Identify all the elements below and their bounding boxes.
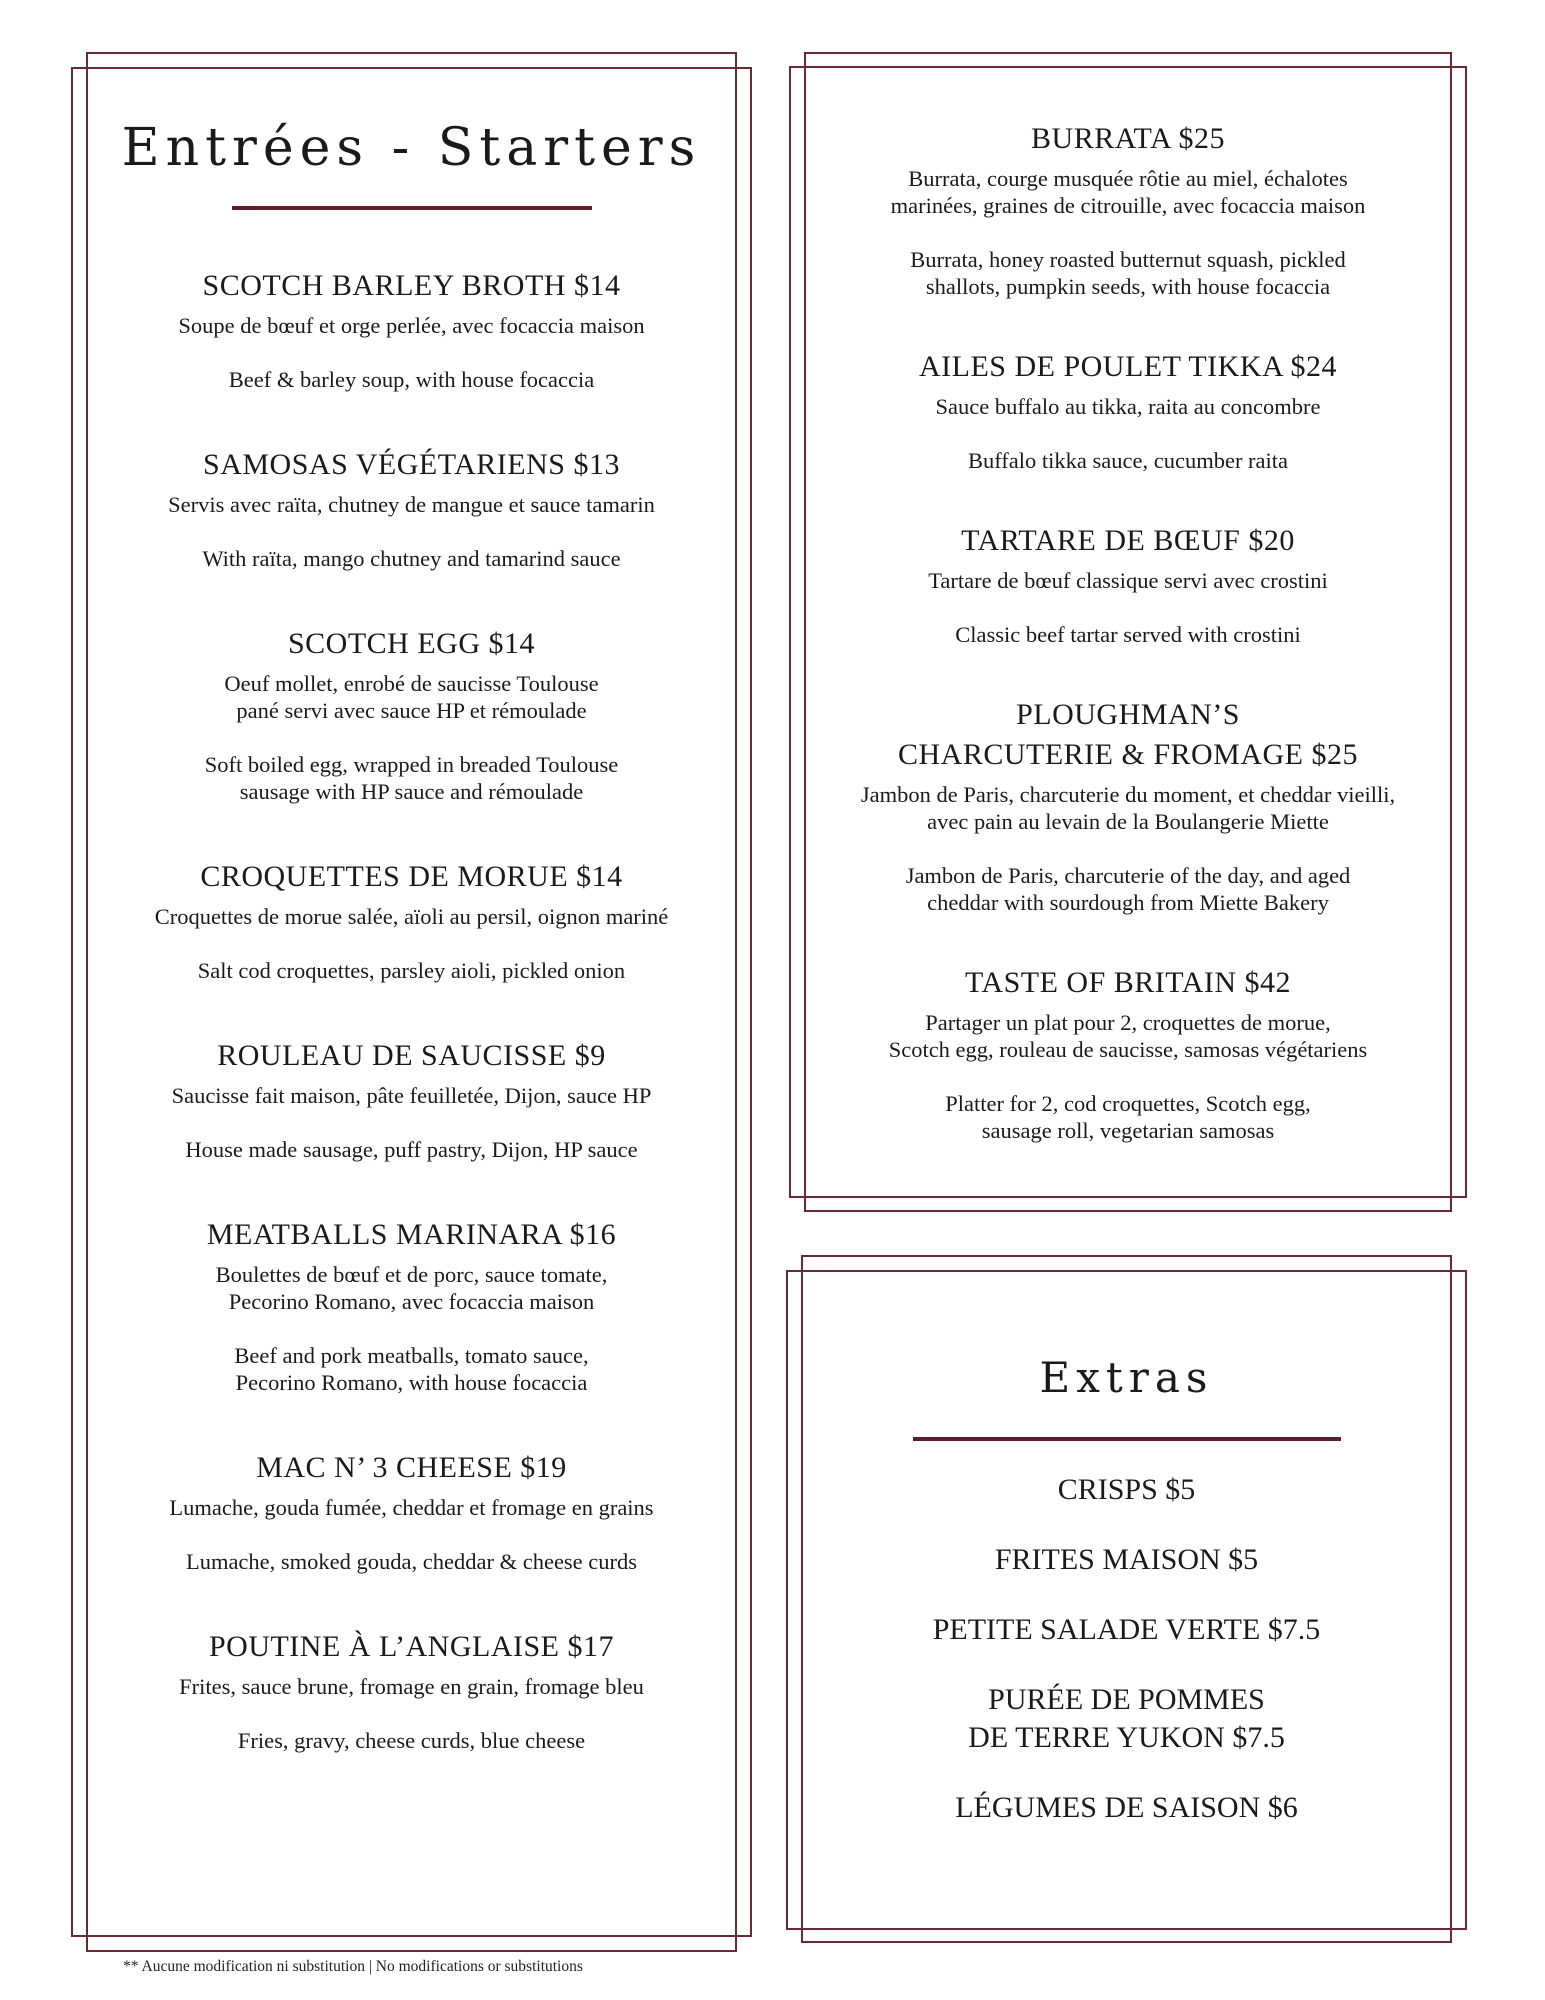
menu-item-name: AILES DE POULET TIKKA $24 bbox=[918, 350, 1338, 383]
menu-item-name: TASTE OF BRITAIN $42 bbox=[964, 966, 1292, 999]
starters-panel bbox=[86, 112, 737, 1754]
menu-item-desc-fr: Soupe de bœuf et orge perlée, avec focaccia maison bbox=[178, 313, 645, 338]
footer-note: ** Aucune modification ni substitution | No modifications or substitutions bbox=[123, 1958, 583, 1975]
menu-item-desc-en: Classic beef tartar served with crostini bbox=[955, 622, 1301, 647]
menu-item bbox=[86, 1627, 737, 1754]
menu-item-desc-en: Jambon de Paris, charcuterie of the day, and aged cheddar with sourdough from Miette Bakery bbox=[905, 863, 1351, 915]
menu-item-name: ROULEAU DE SAUCISSE $9 bbox=[217, 1039, 606, 1072]
menu-item-desc-fr: Burrata, courge musquée rôtie au miel, échalotes marinées, graines de citrouille, avec focaccia maison bbox=[890, 166, 1366, 218]
menu-item-name: BURRATA $25 bbox=[1031, 122, 1225, 155]
menu-item-desc-en: Beef & barley soup, with house focaccia bbox=[228, 367, 595, 392]
menu-item-desc-en: Salt cod croquettes, parsley aioli, pickled onion bbox=[197, 958, 626, 983]
menu-item-desc-fr: Tartare de bœuf classique servi avec crostini bbox=[928, 568, 1328, 593]
starters-title-rule bbox=[232, 206, 592, 210]
menu-item-name: SCOTCH BARLEY BROTH $14 bbox=[202, 269, 621, 302]
starters-title: Entrées - Starters bbox=[121, 118, 702, 178]
extras-title: Extras bbox=[1039, 1353, 1214, 1402]
starters-list bbox=[86, 266, 737, 1754]
extra-item: PETITE SALADE VERTE $7.5 bbox=[932, 1613, 1321, 1646]
menu-item-name: SCOTCH EGG $14 bbox=[287, 627, 535, 660]
menu-item-desc-en: House made sausage, puff pastry, Dijon, HP sauce bbox=[185, 1137, 638, 1162]
menu-item bbox=[86, 624, 737, 805]
menu-item-desc-en: Buffalo tikka sauce, cucumber raita bbox=[967, 448, 1289, 473]
menu-item bbox=[789, 521, 1467, 648]
menu-item bbox=[86, 445, 737, 572]
extras-list bbox=[801, 1471, 1452, 1827]
menu-item-name: TARTARE DE BŒUF $20 bbox=[961, 524, 1295, 557]
menu-item bbox=[86, 266, 737, 393]
menu-item-desc-fr: Saucisse fait maison, pâte feuilletée, Dijon, sauce HP bbox=[171, 1083, 652, 1108]
menu-item bbox=[789, 963, 1467, 1144]
menu-item-desc-en: Lumache, smoked gouda, cheddar & cheese curds bbox=[185, 1549, 638, 1574]
menu-item-name: SAMOSAS VÉGÉTARIENS $13 bbox=[203, 448, 620, 481]
menu-item-desc-en: Burrata, honey roasted butternut squash, pickled shallots, pumpkin seeds, with house focaccia bbox=[910, 247, 1346, 299]
menu-item-name: PLOUGHMAN’S CHARCUTERIE & FROMAGE $25 bbox=[897, 698, 1359, 771]
menu-item-desc-fr: Lumache, gouda fumée, cheddar et fromage en grains bbox=[169, 1495, 654, 1520]
menu-item bbox=[86, 1215, 737, 1396]
extra-item: CRISPS $5 bbox=[1057, 1473, 1196, 1506]
menu-item-desc-fr: Jambon de Paris, charcuterie du moment, et cheddar vieilli, avec pain au levain de la Boulangerie Miette bbox=[860, 782, 1396, 834]
menu-item-desc-en: Beef and pork meatballs, tomato sauce, Pecorino Romano, with house focaccia bbox=[234, 1343, 589, 1395]
menu-item bbox=[789, 695, 1467, 916]
menu-item-desc-fr: Sauce buffalo au tikka, raita au concombre bbox=[935, 394, 1321, 419]
extras-title-rule bbox=[913, 1437, 1341, 1441]
menu-item-name: CROQUETTES DE MORUE $14 bbox=[200, 860, 623, 893]
menu-item-desc-en: Fries, gravy, cheese curds, blue cheese bbox=[237, 1728, 586, 1753]
menu-item-name: POUTINE À L’ANGLAISE $17 bbox=[208, 1630, 615, 1663]
menu-item-desc-fr: Boulettes de bœuf et de porc, sauce tomate, Pecorino Romano, avec focaccia maison bbox=[215, 1262, 608, 1314]
menu-item-desc-fr: Servis avec raïta, chutney de mangue et sauce tamarin bbox=[168, 492, 655, 517]
menu-item bbox=[86, 857, 737, 984]
menu-item-desc-fr: Partager un plat pour 2, croquettes de morue, Scotch egg, rouleau de saucisse, samosas végétariens bbox=[888, 1010, 1368, 1062]
menu-item bbox=[789, 119, 1467, 300]
menu-item bbox=[86, 1036, 737, 1163]
extra-item: LÉGUMES DE SAISON $6 bbox=[955, 1791, 1298, 1824]
menu-item-desc-fr: Croquettes de morue salée, aïoli au persil, oignon mariné bbox=[154, 904, 669, 929]
starters-continued-panel bbox=[789, 119, 1467, 1144]
menu-item-desc-en: With raïta, mango chutney and tamarind sauce bbox=[202, 546, 621, 571]
extra-item: PURÉE DE POMMES DE TERRE YUKON $7.5 bbox=[968, 1683, 1285, 1754]
menu-item-name: MEATBALLS MARINARA $16 bbox=[206, 1218, 617, 1251]
menu-item-desc-en: Platter for 2, cod croquettes, Scotch egg, sausage roll, vegetarian samosas bbox=[945, 1091, 1311, 1143]
menu-item-name: MAC N’ 3 CHEESE $19 bbox=[256, 1451, 567, 1484]
menu-item-desc-fr: Oeuf mollet, enrobé de saucisse Toulouse pané servi avec sauce HP et rémoulade bbox=[224, 671, 599, 723]
extras-panel bbox=[801, 1348, 1452, 1827]
menu-item-desc-en: Soft boiled egg, wrapped in breaded Toulouse sausage with HP sauce and rémoulade bbox=[204, 752, 619, 804]
menu-item bbox=[789, 347, 1467, 474]
menu-item bbox=[86, 1448, 737, 1575]
extra-item: FRITES MAISON $5 bbox=[994, 1543, 1259, 1576]
menu-item-desc-fr: Frites, sauce brune, fromage en grain, fromage bleu bbox=[179, 1674, 644, 1699]
